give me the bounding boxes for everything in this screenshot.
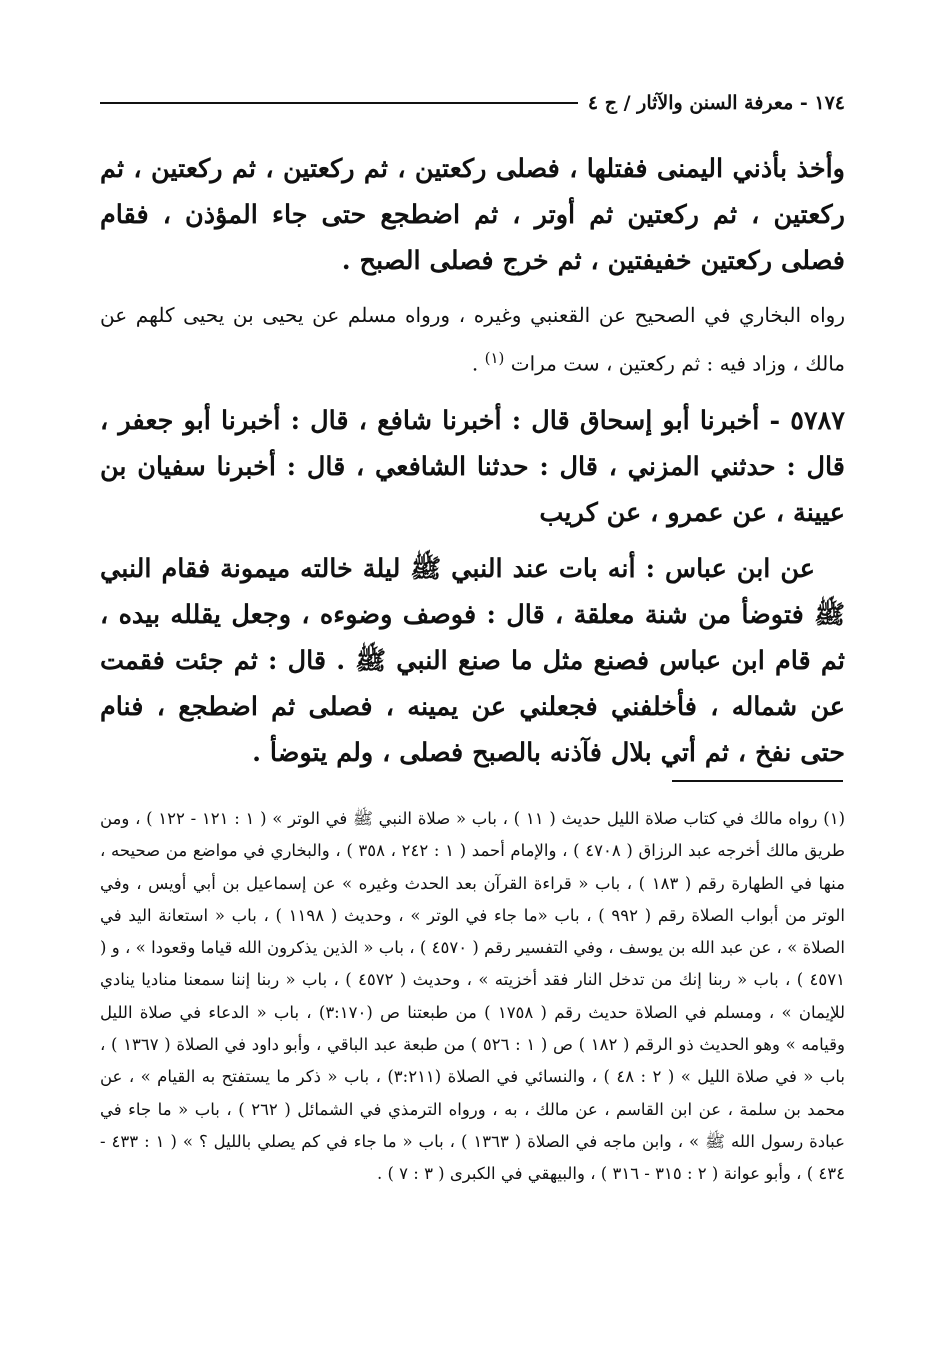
running-header-title: ١٧٤ - معرفة السنن والآثار / ج ٤ bbox=[587, 92, 845, 114]
paragraph-takhrij bbox=[100, 294, 845, 386]
main-text bbox=[100, 146, 845, 776]
page-header bbox=[100, 88, 845, 118]
paragraph-isnad: ٥٧٨٧ - أخبرنا أبو إسحاق قال : أخبرنا شافع ، قال : أخبرنا أبو جعفر ، قال : حدثني المزني ، قال : حدثنا الشافعي ، قال : أخبرنا سفيان بن عيينة ، عن عمرو ، عن كريب bbox=[100, 405, 845, 528]
footnote-separator bbox=[672, 780, 843, 782]
takhrij-text: رواه البخاري في الصحيح عن القعنبي وغيره ، ورواه مسلم عن يحيى بن يحيى كلهم عن مالك ، وزاد فيه : ثم ركعتين ، ست مرات bbox=[100, 303, 845, 376]
paragraph-matn: عن ابن عباس : أنه بات عند النبي ﷺ ليلة خالته ميمونة فقام النبي ﷺ فتوضأ من شنة معلقة ، قال : فوصف وضوءه ، وجعل يقلله بيده ، ثم قام ابن عباس فصنع مثل ما صنع النبي ﷺ . قال : ثم جئت فقمت عن شماله ، فأخلفني فجعلني عن يمينه ، فصلى ثم اضطجع ، فنام حتى نفخ ، ثم أتي بلال فآذنه بالصبح فصلى ، ولم يتوضأ . bbox=[100, 553, 845, 768]
footnote-marker: (١) bbox=[484, 349, 505, 367]
footnote-block bbox=[100, 803, 845, 1191]
takhrij-end: . bbox=[471, 351, 485, 376]
footnote-1: (١) رواه مالك في كتاب صلاة الليل حديث ( ١١ ) ، باب « صلاة النبي ﷺ في الوتر » ( ١ : ١٢١ - ١٢٢ ) ، ومن طريق مالك أخرجه عبد الرزاق ( ٤٧٠٨ ) ، والإمام أحمد ( ١ : ٢٤٢ ، ٣٥٨ ) ، والبخاري في مواضع من صحيحه ، منها في الطهارة رقم ( ١٨٣ ) ، باب « قراءة القرآن بعد الحدث وغيره » عن إسماعيل بن أبي أويس ، وفي الوتر من أبواب الصلاة رقم ( ٩٩٢ ) ، باب «ما جاء في الوتر » ، وحديث ( ١١٩٨ ) ، باب « استعانة اليد في الصلاة » ، عن عبد الله بن يوسف ، وفي التفسير رقم ( ٤٥٧٠ ) ، باب « الذين يذكرون الله قياما وقعودا » ، و ( ٤٥٧١ ) ، باب « ربنا إنك من تدخل النار فقد أخزيته » ، وحديث ( ٤٥٧٢ ) ، باب « ربنا إننا سمعنا مناديا ينادي للإيمان » ، ومسلم في الصلاة حديث رقم ( ١٧٥٨ ) من طبعتنا ص (٣:١٧٠) ، باب « الدعاء في صلاة الليل وقيامه » وهو الحديث ذو الرقم ( ١٨٢ ) ص ( ١ : ٥٢٦ ) من طبعة عبد الباقي ، وأبو داود في الصلاة ( ١٣٦٧ ) ، باب « في صلاة الليل » ( ٢ : ٤٨ ) ، والنسائي في الصلاة (٣:٢١١) ، باب « ذكر ما يستفتح به القيام » ، عن محمد بن سلمة ، عن ابن القاسم ، عن مالك ، به ، ورواه الترمذي في الشمائل ( ٢٦٢ ) ، باب « ما جاء في عبادة رسول الله ﷺ » ، وابن ماجه في الصلاة ( ١٣٦٣ ) ، باب « ما جاء في كم يصلي بالليل ؟ » ( ١ : ٤٣٣ - ٤٣٤ ) ، وأبو عوانة ( ٢ : ٣١٥ - ٣١٦ ) ، والبيهقي في الكبرى ( ٣ : ٧ ) . bbox=[100, 809, 846, 1184]
header-rule bbox=[100, 102, 578, 104]
paragraph-hadith-continuation: وأخذ بأذني اليمنى ففتلها ، فصلى ركعتين ، ثم ركعتين ، ثم ركعتين ، ثم ركعتين ، ثم ركعتين ثم أوتر ، ثم اضطجع حتى جاء المؤذن ، فقام فصلى ركعتين خفيفتين ، ثم خرج فصلى الصبح . bbox=[100, 154, 845, 276]
